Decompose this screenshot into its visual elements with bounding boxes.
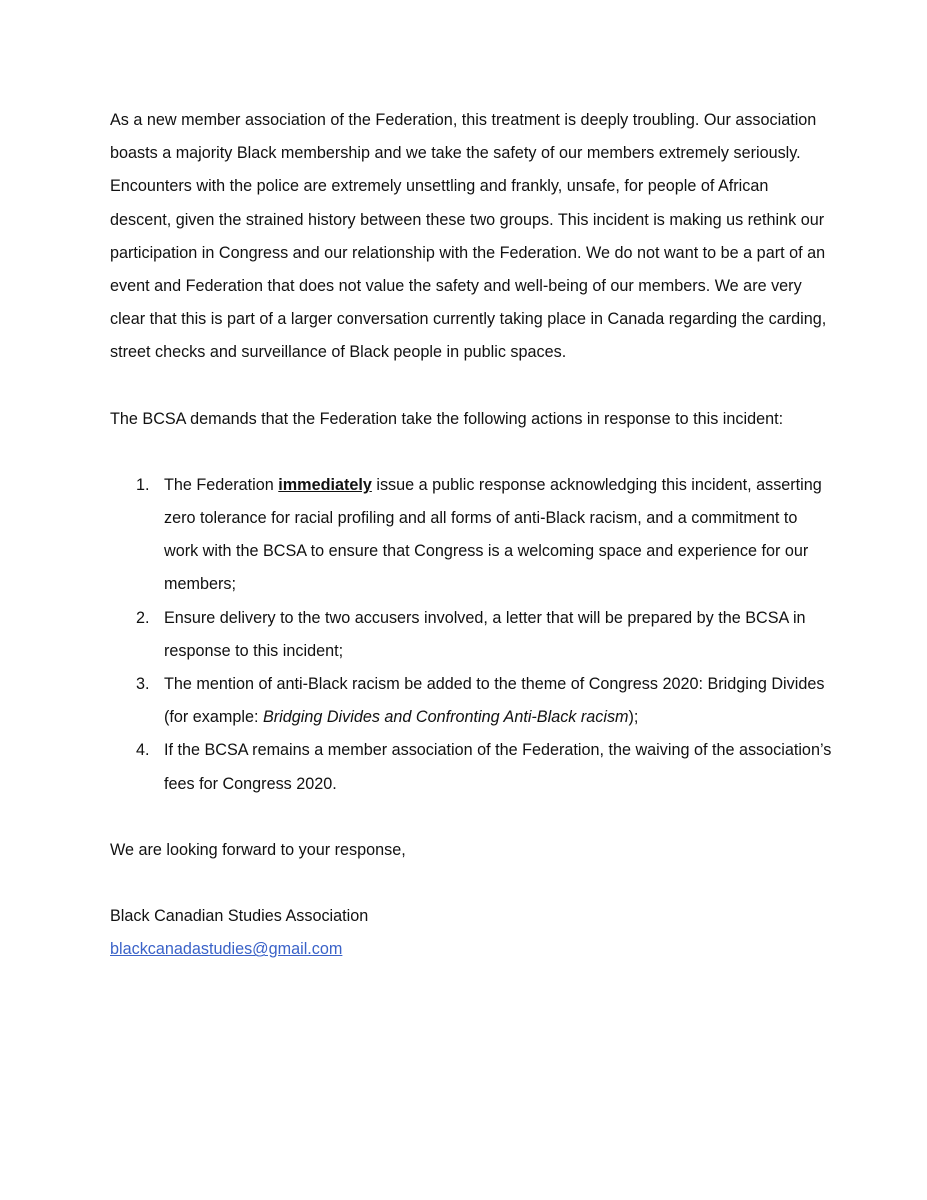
action-number-3: 3. [136,675,150,694]
action-list [110,469,832,801]
action-text-3-before: The mention of anti-Black racism be added to the theme of Congress 2020: Bridging Divides (for example: [164,675,825,727]
signature-email-link[interactable]: blackcanadastudies@gmail.com [110,940,343,959]
action-item-4 [110,734,832,800]
signature-organization: Black Canadian Studies Association [110,907,369,926]
action-item-2 [110,602,832,668]
action-text-3-italic: Bridging Divides and Confronting Anti-Black racism [262,708,629,727]
action-number-2: 2. [136,608,150,627]
action-emphasis-immediately: immediately [278,475,372,494]
action-text-2: Ensure delivery to the two accusers involved, a letter that will be prepared by the BCSA in response to this incident; [164,608,806,660]
action-text-4: If the BCSA remains a member association of the Federation, the waiving of the association’s fees for Congress 2020. [164,741,832,793]
action-number-4: 4. [136,741,150,760]
action-text-3-after: ); [628,708,639,727]
closing-line: We are looking forward to your response, [110,840,406,859]
action-text-1-after: issue a public response acknowledging this incident, asserting zero tolerance for racial profiling and all forms of anti-Black racism, and a commitment to work with the BCSA to ensure that Congress is a welcoming space and experience for our members; [164,475,822,594]
action-item-1 [110,469,832,602]
letter-body [110,104,832,966]
action-text-1-before: The Federation [164,475,279,494]
intro-paragraph: As a new member association of the Federation, this treatment is deeply troubling. Our association boasts a majority Black membership and we take the safety of our members extremely seriously. Encounters with the police are extremely unsettling and frankly, unsafe, for people of African descent, given the strained history between these two groups. This incident is making us rethink our participation in Congress and our relationship with the Federation. We do not want to be a part of an event and Federation that does not value the safety and well-being of our members. We are very clear that this is part of a larger conversation currently taking place in Canada regarding the carding, street checks and surveillance of Black people in public spaces. [110,111,827,362]
action-item-3 [110,668,832,734]
demands-intro-paragraph: The BCSA demands that the Federation take the following actions in response to this incident: [110,409,784,428]
action-number-1: 1. [136,475,150,494]
